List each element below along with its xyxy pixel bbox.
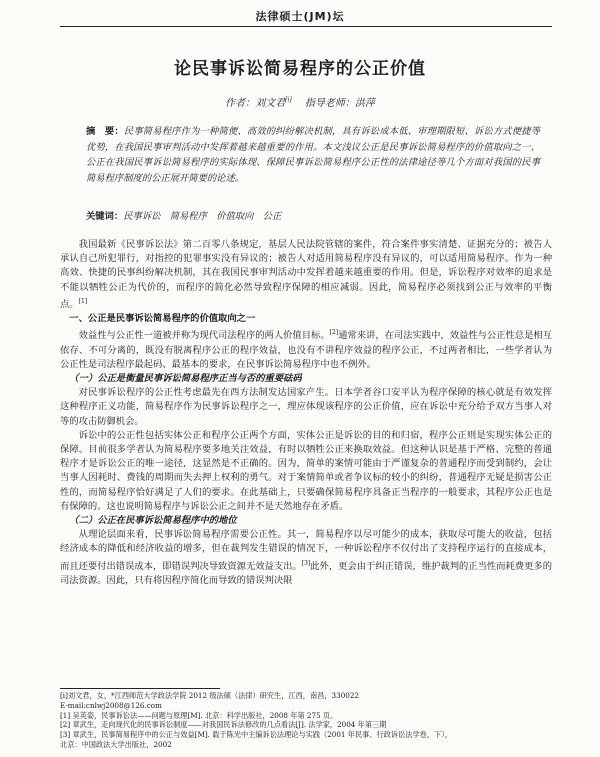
paragraph-5b-text: 此外，更会由于纠正错误，维护裁判的正当性而耗费更多的司法资源。因此，只有将因程序简化而导致的错误判决限	[60, 560, 552, 586]
keywords	[86, 208, 540, 222]
paragraph-3: 对民事诉讼程序的公正性考虑最先在西方法制发达国家产生。日本学者谷口安平认为程序保障的核心就是有效发挥这种程序正义功能，简易程序作为民事诉讼程序之一，理应体现该程序的公正价值，应在诉讼中充分给予双方当事人对等的攻击防御机会。	[60, 387, 552, 427]
paragraph-intro	[60, 238, 552, 312]
paragraph-4: 诉讼中的公正性包括实体公正和程序公正两个方面，实体公正是诉讼的目的和归宿，程序公正则是实现实体公正的保障。目前很多学者认为简易程序要多地关注效益，有时以牺牲公正来换取效益。但这种认识是基于严格、完整的普通程序才是诉讼公正的唯一途径，这显然是不正确的。因为，简单的案情可能由于严谨复杂的普通程序而受到制约，会让当事人因耗时、费钱的周期而失去押上权利的勇气。对于案情简单或者争议标的较小的纠纷，普通程序无疑是损害公正性的，而简易程序恰好满足了人们的要求。在此基础上，只要确保简易程序具备正当程序的一般要求，其程序公正也是有保障的。这也说明简易程序与诉讼公正之间并不是天然地存在矛盾。	[60, 429, 552, 512]
byline	[0, 94, 600, 109]
header-rule	[60, 26, 552, 27]
advisor-label: 指导老师：	[304, 98, 355, 109]
author-name: 刘文君	[255, 98, 286, 109]
paragraph-5a-text: 从理论层面来看，民事诉讼简易程序需要公正性。其一，简易程序以尽可能少的成本，获取尽可能大的收益，包括经济成本的降低和经济收益的增多，但在裁判发生错误的情况下，一种诉讼程序不仅付出了支持程序运行的直接成本，而且还要付出错误成本，即错误判决导致资源无效益支出。	[60, 529, 552, 572]
abstract	[86, 124, 540, 186]
citation-2: [2]	[329, 329, 339, 337]
article-title: 论民事诉讼简易程序的公正价值	[174, 59, 426, 79]
paragraph-5	[60, 528, 552, 588]
author-footnote-mark: [i]	[285, 96, 292, 104]
footnotes	[60, 691, 552, 750]
subsection-heading-1: （一）公正是衡量民事诉讼简易程序正当与否的重要砝码	[69, 373, 302, 385]
keywords-label: 关键词：	[86, 211, 124, 222]
section-heading-1: 一、公正是民事诉讼简易程序的价值取向之一	[69, 313, 256, 325]
subsection-heading-2: （二）公正在民事诉讼简易程序中的地位	[69, 515, 237, 527]
paragraph-2a-text: 效益性与公正性一道被并称为现代司法程序的两人价值目标。	[78, 330, 330, 342]
paragraph-intro-text: 我国最新《民事诉讼法》第二百零八条规定，基层人民法院管辖的案件，符合案件事实清楚、证据充分的；被告人承认自己所犯罪行，对指控的犯罪事实没有异议的；被告人对适用简易程序没有异议的，可以适用简易程序。作为一种高效、快捷的民事纠纷解决机制，其在我国民事审判活动中发挥着越来越重要的作用。但是，诉讼程序对效率的追求是不能以牺牲公正为代价的，而程序的简化必然导致程序保障的相应减弱。因此，简易程序必须找到公正与效率的平衡点。	[60, 239, 552, 310]
abstract-text: 民事简易程序作为一种简便、高效的纠纷解决机制，具有诉讼成本低、审理期限短、诉讼方式便捷等优势，在我国民事审判活动中发挥着越来越重要的作用。本文浅议公正是民事诉讼简易程序的价值取向之一、公正在我国民事诉讼简易程序的实际体现、保障民事诉讼简易程序公正性的法律途径等几个方面对我国的民事简易程序制度的公正展开简要的论述。	[86, 126, 540, 184]
running-head: 法律硕士(JM)坛	[255, 10, 345, 23]
advisor-name: 洪萍	[354, 98, 375, 109]
citation-3: [3]	[301, 559, 311, 567]
abstract-label: 摘 要：	[86, 126, 124, 137]
footnote-2: [2] 章武生，走向现代化的民事诉讼制度——对我国民诉法修改的几点看法[J]. 法学家，2004 年第三期	[60, 720, 387, 730]
paragraph-2b-text: 通常来讲，在司法实践中，效益性与公正性总是相互依存、不可分离的，既没有脱离程序公正的程序效益，也没有不讲程序效益的程序公正，不过两者相比，一些学者认为公正性是司法程序最起码、最基本的要求，在民事诉讼简易程序中也不例外。	[60, 330, 552, 370]
footnote-email: E-mail:cnlwj2008@126.com	[60, 700, 162, 710]
footnote-rule	[60, 688, 220, 689]
article-body	[60, 238, 552, 588]
citation-1: [1]	[78, 297, 88, 305]
footnote-1: [1] 吴英姿，民事诉讼法——问题与原理[M]. 北京：科学出版社，2008 年第 275 页。	[60, 710, 338, 720]
keywords-text: 民事诉讼 简易程序 价值取向 公正	[123, 211, 282, 222]
footnote-3-cont: 北京：中国政法大学出版社，2002	[60, 739, 172, 749]
author-label: 作者：	[225, 98, 256, 109]
footnote-author: [i]刘文君，女，*江西师范大学政法学院 2012 级法硕（法律）研究生，江西，南昌，330022	[60, 691, 359, 700]
footnote-3: [3] 章武生，民事简易程序中的公正与效益[M]. 载于陈光中主编诉讼法理论与实践（2001 年民事、行政诉讼法学卷，下），	[60, 730, 452, 740]
paragraph-2	[60, 326, 552, 372]
